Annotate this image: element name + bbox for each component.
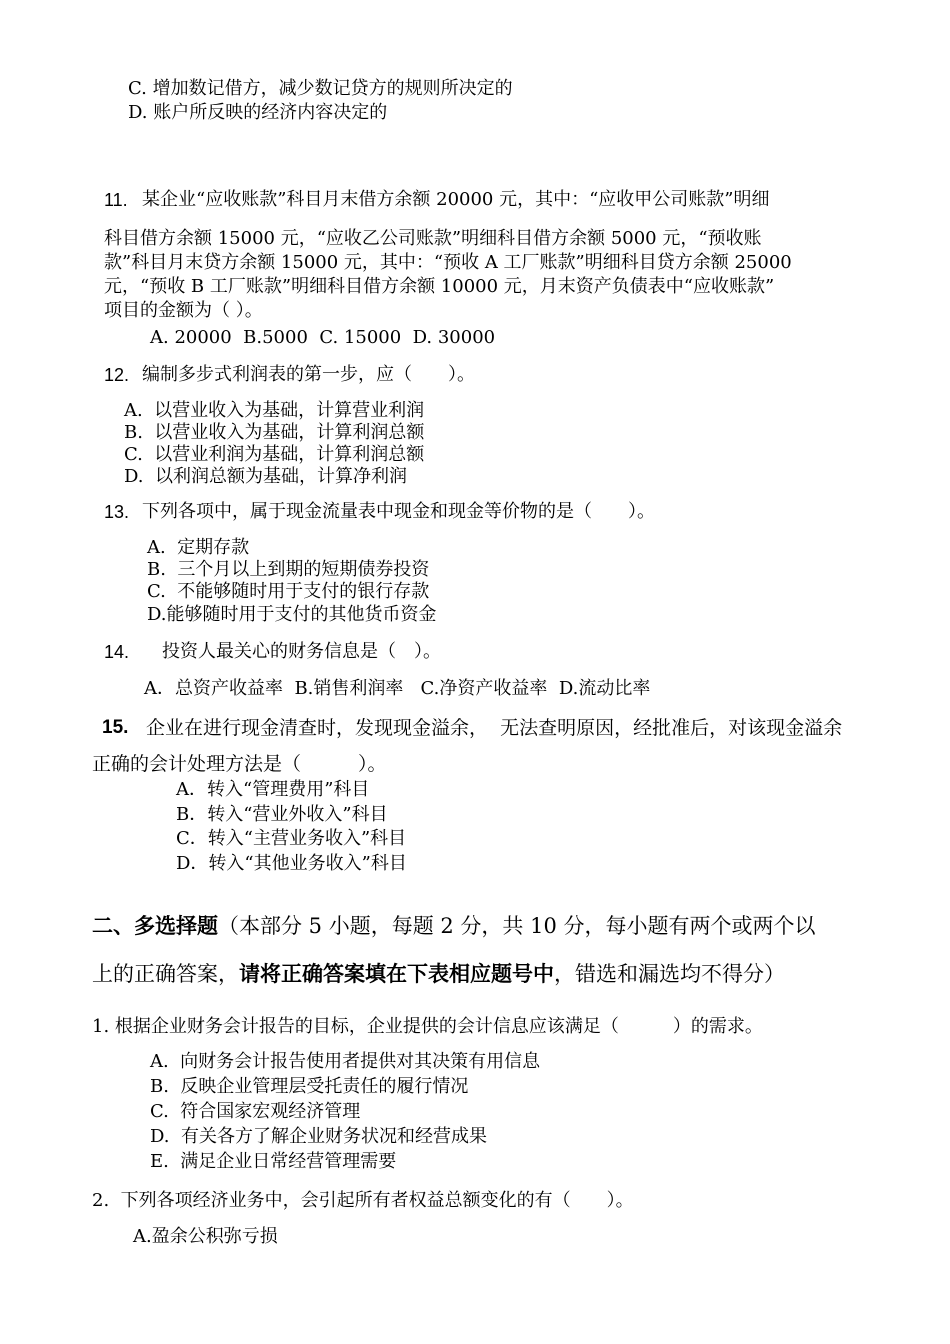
- multi-question-1-option-c: C. 符合国家宏观经济管理: [150, 1101, 361, 1122]
- multi-question-1-option-b: B. 反映企业管理层受托责任的履行情况: [150, 1076, 469, 1097]
- question-11-line-5: 项目的金额为（ ）。: [104, 300, 263, 321]
- section-2-instruction: 请将正确答案填在下表相应题号中: [239, 963, 554, 986]
- question-15-option-d: D．转入“其他业务收入”科目: [176, 853, 407, 874]
- option-d: D. 账户所反映的经济内容决定的: [128, 102, 388, 123]
- question-14-text: 投资人最关心的财务信息是（ ）。: [162, 641, 441, 662]
- question-14-number: 14.: [104, 642, 130, 662]
- question-12-option-a: A. 以营业收入为基础，计算营业利润: [124, 400, 425, 421]
- multi-question-1-text: 1. 根据企业财务会计报告的目标，企业提供的会计信息应该满足（ ）的需求。: [92, 1016, 763, 1037]
- question-13-option-a: A. 定期存款: [147, 537, 250, 558]
- multi-question-1-option-d: D. 有关各方了解企业财务状况和经营成果: [150, 1126, 487, 1147]
- question-14-options: A．总资产收益率 B.销售利润率 C.净资产收益率 D.流动比率: [144, 678, 651, 699]
- question-11-line-2: 科目借方余额 15000 元，“应收乙公司账款”明细科目借方余额 5000 元，“预收账: [104, 228, 762, 249]
- question-13-number: 13.: [104, 502, 130, 522]
- question-15-line-2: 正确的会计处理方法是（ ）。: [92, 753, 387, 775]
- option-c: C. 增加数记借方，减少数记贷方的规则所决定的: [128, 78, 513, 99]
- question-11-line-4: 元，“预收 B 工厂账款”明细科目借方余额 10000 元，月末资产负债表中“应收账款”: [104, 276, 775, 297]
- question-13-option-d: D.能够随时用于支付的其他货币资金: [147, 604, 437, 625]
- question-11-line-1: 某企业“应收账款”科目月末借方余额 20000 元，其中：“应收甲公司账款”明细: [142, 189, 770, 210]
- multi-question-2-text: 2. 下列各项经济业务中，会引起所有者权益总额变化的有（ ）。: [92, 1190, 634, 1211]
- question-15-line-1: 企业在进行现金清查时，发现现金溢余， 无法查明原因，经批准后，对该现金溢余: [146, 717, 843, 739]
- section-2-heading-line-2: [92, 964, 785, 985]
- section-2-description: （本部分 5 小题，每题 2 分，共 10 分，每小题有两个或两个以: [218, 914, 816, 938]
- question-11-options: A. 20000 B.5000 C. 15000 D. 30000: [150, 327, 496, 348]
- question-13-option-c: C. 不能够随时用于支付的银行存款: [147, 581, 430, 602]
- multi-question-1-option-a: A. 向财务会计报告使用者提供对其决策有用信息: [150, 1051, 541, 1072]
- question-11-line-3: 款”科目月末贷方余额 15000 元，其中：“预收 A 工厂账款”明细科目贷方余额 25000: [104, 252, 792, 273]
- question-15-number: 15.: [102, 717, 129, 738]
- section-2-desc-pre: 上的正确答案，: [92, 962, 239, 986]
- question-12-option-d: D. 以利润总额为基础，计算净利润: [124, 466, 407, 487]
- question-13-text: 下列各项中，属于现金流量表中现金和现金等价物的是（ ）。: [142, 501, 655, 522]
- section-2-desc-post: ，错选和漏选均不得分）: [554, 962, 785, 986]
- question-15-option-b: B．转入“营业外收入”科目: [176, 804, 388, 825]
- multi-question-1-option-e: E. 满足企业日常经营管理需要: [150, 1151, 397, 1172]
- multi-question-2-option-a: A.盈余公积弥亏损: [133, 1226, 278, 1247]
- question-15-option-a: A．转入“管理费用”科目: [176, 779, 370, 800]
- question-15-option-c: C．转入“主营业务收入”科目: [176, 828, 407, 849]
- question-12-option-c: C. 以营业利润为基础，计算利润总额: [124, 444, 425, 465]
- section-2-title: 二、多选择题: [92, 915, 218, 938]
- question-12-text: 编制多步式利润表的第一步，应（ ）。: [142, 364, 475, 385]
- question-13-option-b: B. 三个月以上到期的短期债券投资: [147, 559, 430, 580]
- question-12-number: 12.: [104, 365, 130, 385]
- section-2-heading-line-1: [92, 916, 816, 937]
- question-11-number: 11.: [104, 190, 128, 210]
- question-12-option-b: B. 以营业收入为基础，计算利润总额: [124, 422, 425, 443]
